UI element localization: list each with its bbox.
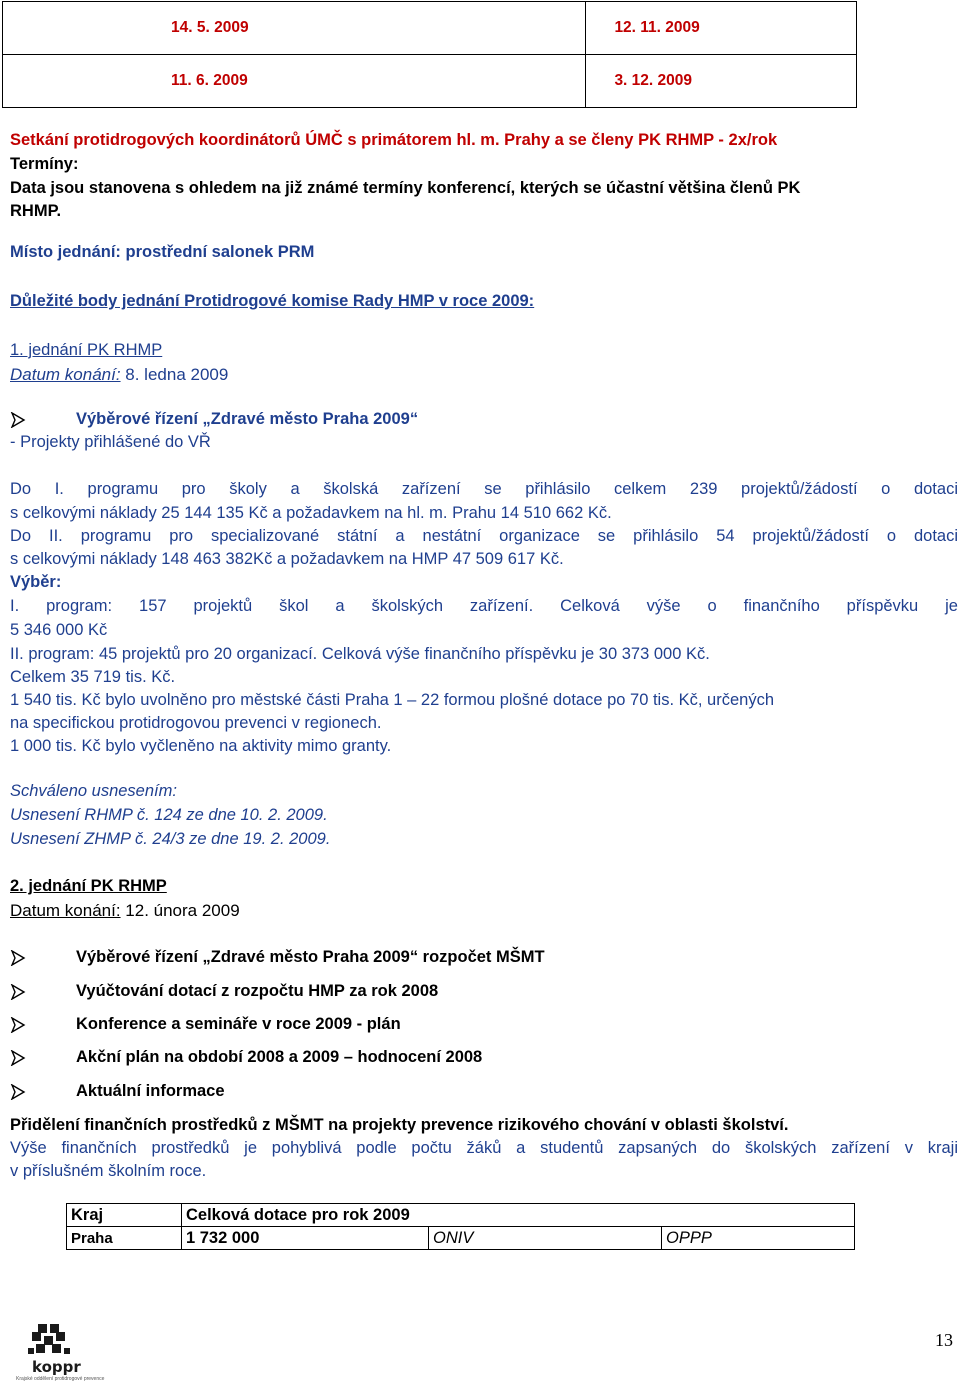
table-header-cell: Kraj xyxy=(67,1204,182,1227)
paragraph-line: s celkovými náklady 25 144 135 Kč a požadavkem na hl. m. Prahu 14 510 662 Kč. xyxy=(10,504,612,522)
meeting-title: Setkání protidrogových koordinátorů ÚMČ s primátorem hl. m. Prahy a se členy PK RHMP - 2x/rok xyxy=(10,131,778,149)
session2-bullet: Výběrové řízení „Zdravé město Praha 2009“ rozpočet MŠMT xyxy=(76,948,545,966)
dates-row xyxy=(3,55,857,108)
paragraph-line: s celkovými náklady 148 463 382Kč a požadavkem na HMP 47 509 617 Kč. xyxy=(10,550,564,568)
terms-line: RHMP. xyxy=(10,202,62,220)
paragraph-line: Celkem 35 719 tis. Kč. xyxy=(10,668,176,686)
table-cell: OPPP xyxy=(662,1227,855,1250)
date-cell: 3. 12. 2009 xyxy=(586,55,857,108)
terms-label: Termíny: xyxy=(10,155,79,173)
table-cell: Praha xyxy=(67,1227,182,1250)
session2-heading xyxy=(10,877,167,896)
key-points-title: Důležité body jednání Protidrogové komise Rady HMP v roce 2009: xyxy=(10,292,535,310)
approved-label: Schváleno usnesením: xyxy=(10,782,177,800)
dates-row xyxy=(3,2,857,55)
session1-date xyxy=(10,365,228,385)
logo-text: koppr xyxy=(32,1358,81,1376)
paragraph-line: v příslušném školním roce. xyxy=(10,1162,207,1180)
resolution: Usnesení ZHMP č. 24/3 ze dne 19. 2. 2009. xyxy=(10,830,331,848)
session1-heading xyxy=(10,341,162,360)
paragraph-line: Do II. programu pro specializované státní a nestátní organizace se přihlásilo 54 projektů/žádostí o dotaci xyxy=(10,527,958,545)
paragraph-line: 5 346 000 Kč xyxy=(10,621,108,639)
paragraph-line: Do I. programu pro školy a školská zařízení se přihlásilo celkem 239 projektů/žádostí o dotaci xyxy=(10,480,958,498)
paragraph-line: Výše finančních prostředků je pohyblivá podle počtu žáků a studentů zapsaných do školských zařízení v kraji xyxy=(10,1139,958,1157)
session1-bullet: Výběrové řízení „Zdravé město Praha 2009“ xyxy=(76,410,419,428)
resolution: Usnesení RHMP č. 124 ze dne 10. 2. 2009. xyxy=(10,806,328,824)
table-cell: ONIV xyxy=(429,1227,662,1250)
table-row xyxy=(67,1204,855,1227)
arrow-bullet-icon xyxy=(10,1084,30,1104)
dates-table xyxy=(2,1,857,108)
session1-heading-text: 1. jednání PK RHMP xyxy=(10,341,163,359)
session2-bullet: Aktuální informace xyxy=(76,1082,225,1100)
date-cell: 14. 5. 2009 xyxy=(3,2,586,55)
table-header-cell: Celková dotace pro rok 2009 xyxy=(182,1204,855,1227)
date-label: Datum konání: xyxy=(10,365,121,384)
arrow-bullet-icon xyxy=(10,950,30,970)
table-row xyxy=(67,1227,855,1250)
arrow-bullet-icon xyxy=(10,1017,30,1037)
projects-line: - Projekty přihlášené do VŘ xyxy=(10,433,211,451)
terms-line: Data jsou stanovena s ohledem na již známé termíny konferencí, kterých se účastní většina členů PK xyxy=(10,179,801,197)
kraj-table xyxy=(66,1203,855,1250)
paragraph-line: 1 540 tis. Kč bylo uvolněno pro městské části Praha 1 – 22 formou plošné dotace po 70 tis. Kč, určených xyxy=(10,691,775,709)
msmt-title: Přidělení finančních prostředků z MŠMT na projekty prevence rizikového chování v oblasti školství. xyxy=(10,1116,789,1134)
arrow-bullet-icon xyxy=(10,1050,30,1070)
meeting-place: Místo jednání: prostřední salonek PRM xyxy=(10,243,315,261)
selection-label: Výběr: xyxy=(10,573,62,591)
koppr-logo xyxy=(8,1318,105,1384)
arrow-bullet-icon xyxy=(10,412,30,432)
date-value: 12. února 2009 xyxy=(120,901,240,920)
paragraph-line: na specifickou protidrogovou prevenci v regionech. xyxy=(10,714,382,732)
arrow-bullet-icon xyxy=(10,984,30,1004)
session2-heading-text: 2. jednání PK RHMP xyxy=(10,877,167,895)
table-cell: 1 732 000 xyxy=(182,1227,429,1250)
page-number: 13 xyxy=(935,1330,953,1350)
logo-subtext: Krajské oddělení protidrogové prevence xyxy=(16,1376,105,1382)
session2-date xyxy=(10,901,240,921)
date-cell: 11. 6. 2009 xyxy=(3,55,586,108)
session2-bullet: Konference a semináře v roce 2009 - plán xyxy=(76,1015,401,1033)
session2-bullet: Vyúčtování dotací z rozpočtu HMP za rok 2008 xyxy=(76,982,439,1000)
date-label: Datum konání: xyxy=(10,901,121,920)
date-value: 8. ledna 2009 xyxy=(120,365,229,384)
date-cell: 12. 11. 2009 xyxy=(586,2,857,55)
paragraph-line: 1 000 tis. Kč bylo vyčleněno na aktivity mimo granty. xyxy=(10,737,392,755)
paragraph-line: II. program: 45 projektů pro 20 organizací. Celková výše finančního příspěvku je 30 373 000 Kč. xyxy=(10,645,710,663)
paragraph-line: I. program: 157 projektů škol a školských zařízení. Celková výše o finančního příspěvku je xyxy=(10,597,958,615)
session2-bullet: Akční plán na období 2008 a 2009 – hodnocení 2008 xyxy=(76,1048,483,1066)
